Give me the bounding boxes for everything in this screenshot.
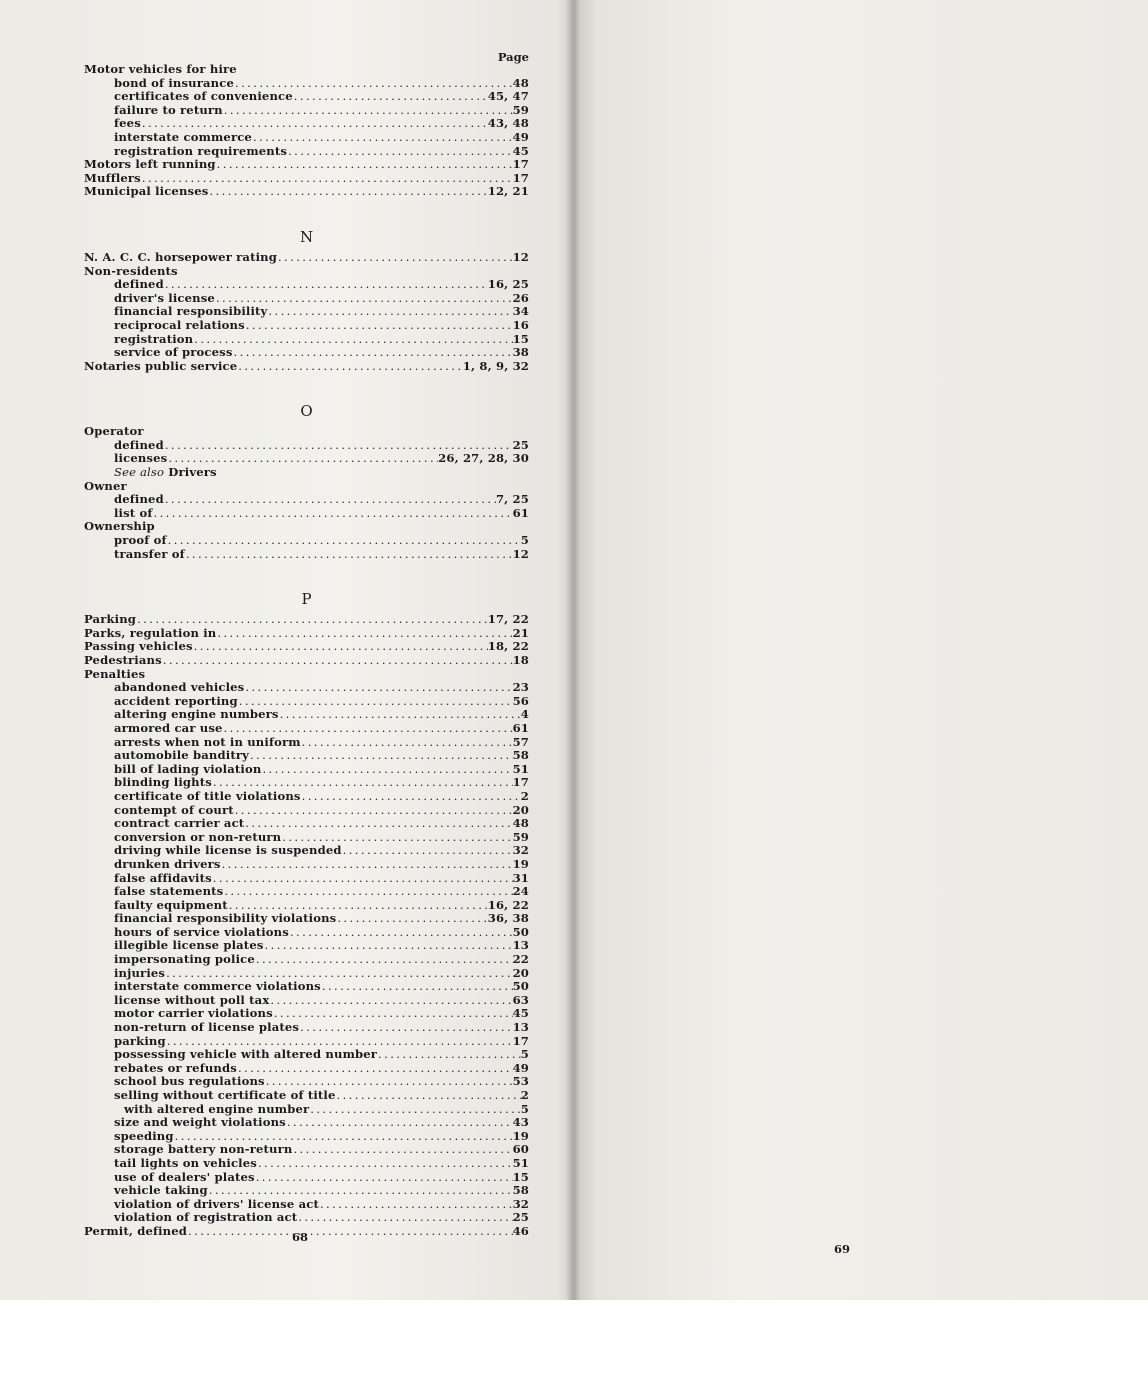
dot-leader xyxy=(377,1048,521,1062)
index-entry xyxy=(84,899,529,913)
dot-leader xyxy=(187,1225,513,1239)
index-entry-pages: 48 xyxy=(512,816,529,831)
index-entry xyxy=(84,1157,529,1171)
index-entry-label: rebates or refunds xyxy=(114,1060,237,1075)
index-entry-pages: 5 xyxy=(520,1047,529,1062)
dot-leader xyxy=(141,172,513,186)
index-entry-pages: 20 xyxy=(512,965,529,980)
index-entry-pages: 63 xyxy=(512,992,529,1007)
dot-leader xyxy=(252,131,513,145)
index-entry xyxy=(84,763,529,777)
dot-leader xyxy=(293,90,488,104)
index-entry-pages: 13 xyxy=(512,938,529,953)
index-entry-pages: 23 xyxy=(512,680,529,695)
index-entry xyxy=(84,1048,529,1062)
index-entry-pages: 26, 27, 28, 30 xyxy=(438,451,529,466)
index-entry xyxy=(84,736,529,750)
index-entry xyxy=(84,953,529,967)
index-entry-label: non-return of license plates xyxy=(114,1020,300,1035)
index-entry-pages: 15 xyxy=(512,1169,529,1184)
index-entry-label: defined xyxy=(114,492,164,507)
index-entry xyxy=(84,185,529,199)
index-entry-pages: 58 xyxy=(512,1183,529,1198)
index-entry-pages: 12 xyxy=(512,546,529,561)
index-entry-label: list of xyxy=(114,505,153,520)
index-entry-pages: 50 xyxy=(512,979,529,994)
index-entry-pages: 7, 25 xyxy=(495,492,529,507)
index-entry xyxy=(84,1211,529,1225)
index-entry xyxy=(84,1184,529,1198)
index-entry xyxy=(84,627,529,641)
index-entry-pages: 51 xyxy=(512,761,529,776)
index-entry xyxy=(84,668,529,682)
dot-leader xyxy=(265,1075,513,1089)
dot-leader xyxy=(212,776,513,790)
index-entry-label: Municipal licenses xyxy=(84,184,209,199)
dot-leader xyxy=(164,493,496,507)
index-entry-pages: 21 xyxy=(512,625,529,640)
dot-leader xyxy=(273,1007,513,1021)
index-entry-pages: 2 xyxy=(520,788,529,803)
index-entry-label: Pedestrians xyxy=(84,653,162,667)
left-page xyxy=(0,0,574,1300)
dot-leader xyxy=(277,251,513,265)
index-entry-label: transfer of xyxy=(114,546,185,561)
index-entry-label: financial responsibility xyxy=(114,304,268,319)
index-entry-pages: 17 xyxy=(512,1033,529,1048)
index-entry-label: Passing vehicles xyxy=(84,639,193,654)
dot-leader xyxy=(269,994,512,1008)
dot-leader xyxy=(162,654,513,668)
index-entry xyxy=(84,1062,529,1076)
index-entry-label: fees xyxy=(114,116,141,131)
dot-leader xyxy=(267,305,512,319)
dot-leader xyxy=(174,1130,513,1144)
index-entry-label: license without poll tax xyxy=(114,992,270,1007)
index-entry-pages: 17 xyxy=(512,170,529,185)
index-entry-pages: 45, 47 xyxy=(487,89,529,104)
index-entry-pages: 57 xyxy=(512,734,529,749)
index-entry-pages: 4 xyxy=(520,707,529,722)
index-entry-pages: 49 xyxy=(512,129,529,144)
index-entry-label: contempt of court xyxy=(114,802,234,817)
index-entry-label: licenses xyxy=(114,451,168,466)
index-entry xyxy=(84,1171,529,1185)
index-entry-label: service of process xyxy=(114,345,233,360)
index-entry xyxy=(84,640,529,654)
index-entry xyxy=(84,1021,529,1035)
index-entry-label: size and weight violations xyxy=(114,1115,286,1130)
index-entry-pages: 13 xyxy=(512,1020,529,1035)
index-entry xyxy=(84,681,529,695)
index-entry xyxy=(84,804,529,818)
dot-leader xyxy=(223,885,512,899)
index-entry-label: school bus regulations xyxy=(114,1074,265,1089)
index-entry-pages: 12 xyxy=(512,249,529,264)
index-entry-pages: 19 xyxy=(512,1128,529,1143)
index-entry-label: defined xyxy=(114,277,164,292)
index-entry xyxy=(84,912,529,926)
index-entry-pages: 34 xyxy=(512,304,529,319)
index-entry-pages: 38 xyxy=(512,345,529,360)
dot-leader xyxy=(257,1157,513,1171)
index-entry-pages: 61 xyxy=(512,720,529,735)
left-index-content xyxy=(84,63,529,1239)
index-entry xyxy=(84,654,529,668)
index-entry-label: reciprocal relations xyxy=(114,317,245,332)
index-entry-pages: 50 xyxy=(512,924,529,939)
dot-leader xyxy=(212,872,513,886)
index-entry xyxy=(84,1089,529,1103)
index-entry-label: armored car use xyxy=(114,720,223,735)
index-entry-label: driving while license is suspended xyxy=(114,843,342,858)
index-entry-label: Penalties xyxy=(84,666,146,681)
index-entry-pages: 43, 48 xyxy=(487,116,529,131)
index-entry xyxy=(84,994,529,1008)
index-entry-label: vehicle taking xyxy=(114,1183,208,1198)
index-entry-label: contract carrier act xyxy=(114,816,245,831)
index-entry-label: registration requirements xyxy=(114,143,288,158)
index-entry xyxy=(84,145,529,159)
index-entry xyxy=(84,90,529,104)
index-entry-label: faulty equipment xyxy=(114,897,228,912)
index-entry xyxy=(84,158,529,172)
index-entry-pages: 59 xyxy=(512,102,529,117)
index-entry xyxy=(84,722,529,736)
index-entry-pages: 19 xyxy=(512,856,529,871)
index-entry xyxy=(84,1035,529,1049)
dot-leader xyxy=(215,292,513,306)
dot-leader xyxy=(289,926,513,940)
index-entry-pages: 17 xyxy=(512,775,529,790)
section-letter-heading: N xyxy=(299,227,314,246)
index-entry-label: Operator xyxy=(84,424,144,439)
dot-leader xyxy=(228,899,488,913)
see-also-label: See also xyxy=(114,465,165,480)
dot-leader xyxy=(319,1198,513,1212)
dot-leader xyxy=(136,613,488,627)
index-entry-pages: 25 xyxy=(512,1210,529,1225)
index-entry xyxy=(84,885,529,899)
index-entry-pages: 2 xyxy=(520,1088,529,1102)
dot-leader xyxy=(167,452,438,466)
dot-leader xyxy=(164,439,513,453)
index-entry-label: registration xyxy=(114,331,194,346)
dot-leader xyxy=(237,360,463,374)
dot-leader xyxy=(141,117,488,131)
index-entry-label: false statements xyxy=(114,884,224,899)
index-entry xyxy=(84,967,529,981)
index-entry-label: arrests when not in uniform xyxy=(114,734,301,749)
index-entry-label: failure to return xyxy=(114,102,223,117)
dot-leader xyxy=(286,1116,513,1130)
page-number: 68 xyxy=(292,1230,309,1244)
index-entry xyxy=(84,1007,529,1021)
index-entry-pages: 36, 38 xyxy=(487,911,529,926)
index-entry xyxy=(84,1198,529,1212)
dot-leader xyxy=(261,763,512,777)
dot-leader xyxy=(238,695,513,709)
index-entry-pages: 59 xyxy=(512,829,529,844)
index-entry-label: driver's license xyxy=(114,290,215,305)
index-entry-label: bill of lading violation xyxy=(114,761,262,776)
index-entry-label: conversion or non-return xyxy=(114,829,282,844)
index-entry-label: proof of xyxy=(114,533,167,548)
dot-leader xyxy=(281,831,512,845)
index-entry-label: Parks, regulation in xyxy=(84,625,217,640)
index-entry xyxy=(84,333,529,347)
index-entry xyxy=(84,1143,529,1157)
index-entry xyxy=(84,1130,529,1144)
dot-leader xyxy=(234,77,513,91)
index-entry xyxy=(84,466,529,480)
section-letter-heading: P xyxy=(301,590,312,609)
index-entry-pages: 12, 21 xyxy=(487,184,529,199)
index-entry-pages: 45 xyxy=(512,1006,529,1021)
index-entry-label: Owner xyxy=(84,478,127,493)
dot-leader xyxy=(279,708,521,722)
dot-leader xyxy=(309,1103,521,1117)
index-entry xyxy=(84,425,529,439)
index-entry-label: illegible license plates xyxy=(114,938,264,953)
dot-leader xyxy=(167,534,521,548)
dot-leader xyxy=(301,790,521,804)
see-also-reference: Drivers xyxy=(168,465,217,480)
book-gutter xyxy=(566,0,580,1300)
index-entry-pages: 58 xyxy=(512,748,529,763)
index-entry-label: hours of service violations xyxy=(114,924,289,939)
index-entry xyxy=(84,749,529,763)
index-entry xyxy=(84,695,529,709)
left-index-column xyxy=(84,52,529,1239)
dot-leader xyxy=(321,980,513,994)
index-entry xyxy=(84,251,529,265)
index-entry xyxy=(84,1116,529,1130)
index-entry-pages: 18, 22 xyxy=(487,639,529,654)
index-entry xyxy=(84,439,529,453)
index-entry-label: Mufflers xyxy=(84,170,141,185)
index-entry xyxy=(84,858,529,872)
index-entry-label: certificate of title violations xyxy=(114,788,301,803)
index-entry xyxy=(84,708,529,722)
index-entry xyxy=(84,980,529,994)
dot-leader xyxy=(164,278,488,292)
index-entry-pages: 17 xyxy=(512,157,529,172)
index-entry-pages: 49 xyxy=(512,1060,529,1075)
index-entry-label xyxy=(114,466,217,480)
index-entry-label: interstate commerce violations xyxy=(114,979,321,994)
dot-leader xyxy=(223,722,513,736)
dot-leader xyxy=(245,319,513,333)
index-entry xyxy=(84,117,529,131)
dot-leader xyxy=(292,1143,512,1157)
dot-leader xyxy=(165,967,512,981)
dot-leader xyxy=(216,627,512,641)
index-entry xyxy=(84,548,529,562)
dot-leader xyxy=(237,1062,513,1076)
index-entry xyxy=(84,776,529,790)
dot-leader xyxy=(153,507,513,521)
dot-leader xyxy=(244,817,512,831)
index-entry-pages: 32 xyxy=(512,1196,529,1211)
index-entry xyxy=(84,831,529,845)
dot-leader xyxy=(297,1211,512,1225)
dot-leader xyxy=(255,1171,513,1185)
index-entry-label: Notaries public service xyxy=(84,358,238,373)
index-entry-label: financial responsibility violations xyxy=(114,911,337,926)
dot-leader xyxy=(223,104,513,118)
index-entry-label: abandoned vehicles xyxy=(114,680,245,695)
index-entry-label: selling without certificate of title xyxy=(114,1088,336,1102)
dot-leader xyxy=(336,912,487,926)
index-entry-pages: 60 xyxy=(512,1142,529,1157)
index-entry-pages: 48 xyxy=(512,75,529,90)
index-entry xyxy=(84,360,529,374)
dot-leader xyxy=(342,844,513,858)
index-entry-label: storage battery non-return xyxy=(114,1142,293,1157)
index-entry xyxy=(84,534,529,548)
index-entry xyxy=(84,480,529,494)
index-entry-label: violation of drivers' license act xyxy=(114,1196,319,1211)
dot-leader xyxy=(249,749,513,763)
index-entry-pages: 5 xyxy=(520,1101,529,1116)
index-entry-label: automobile banditry xyxy=(114,748,249,763)
index-entry-label: interstate commerce xyxy=(114,129,252,144)
dot-leader xyxy=(287,145,512,159)
index-entry xyxy=(84,77,529,91)
index-entry-pages: 24 xyxy=(512,884,529,899)
index-entry-pages: 43 xyxy=(512,1115,529,1130)
dot-leader xyxy=(193,640,488,654)
index-entry-label: accident reporting xyxy=(114,693,238,708)
index-entry xyxy=(84,278,529,292)
index-entry-label: motor carrier violations xyxy=(114,1006,273,1021)
index-entry-label: parking xyxy=(114,1033,166,1048)
dot-leader xyxy=(234,804,513,818)
dot-leader xyxy=(208,1184,513,1198)
dot-leader xyxy=(193,333,512,347)
dot-leader xyxy=(233,346,513,360)
index-entry-label: false affidavits xyxy=(114,870,212,885)
index-entry-pages: 16 xyxy=(512,317,529,332)
index-entry-label: injuries xyxy=(114,965,166,980)
index-entry xyxy=(84,1075,529,1089)
index-entry xyxy=(84,817,529,831)
index-entry-pages: 51 xyxy=(512,1155,529,1170)
index-entry-pages: 22 xyxy=(512,952,529,967)
index-entry-label: possessing vehicle with altered number xyxy=(114,1047,378,1062)
index-entry-label: Motors left running xyxy=(84,157,216,172)
index-entry xyxy=(84,790,529,804)
page-number: 69 xyxy=(834,1242,851,1256)
index-entry-pages: 46 xyxy=(512,1223,529,1238)
dot-leader xyxy=(299,1021,512,1035)
index-entry-pages: 15 xyxy=(512,331,529,346)
dot-leader xyxy=(185,548,513,562)
index-entry xyxy=(84,844,529,858)
index-entry xyxy=(84,346,529,360)
index-entry xyxy=(84,452,529,466)
index-entry xyxy=(84,319,529,333)
index-entry-label: N. A. C. C. horsepower rating xyxy=(84,249,277,264)
index-entry-pages: 32 xyxy=(512,843,529,858)
index-entry xyxy=(84,265,529,279)
index-entry xyxy=(84,939,529,953)
dot-leader xyxy=(336,1089,521,1103)
index-entry-label: Permit, defined xyxy=(84,1223,188,1238)
index-entry-label: certificates of convenience xyxy=(114,89,293,104)
index-entry-pages: 16, 25 xyxy=(487,277,529,292)
index-entry-label: tail lights on vehicles xyxy=(114,1155,257,1170)
index-entry-label: Motor vehicles for hire xyxy=(84,62,237,76)
index-entry xyxy=(84,172,529,186)
index-entry-pages: 16, 22 xyxy=(487,897,529,912)
index-entry-pages: 20 xyxy=(512,802,529,817)
index-entry xyxy=(84,131,529,145)
dot-leader xyxy=(244,681,512,695)
index-entry xyxy=(84,1103,529,1117)
page-column-header: Page xyxy=(497,50,529,64)
index-entry-label: violation of registration act xyxy=(114,1210,298,1225)
index-entry xyxy=(84,872,529,886)
index-entry-pages: 25 xyxy=(512,437,529,452)
index-entry xyxy=(84,926,529,940)
dot-leader xyxy=(301,736,513,750)
index-entry-pages: 18 xyxy=(512,653,529,667)
dot-leader xyxy=(255,953,513,967)
index-entry-label: impersonating police xyxy=(114,952,255,967)
index-entry-label: defined xyxy=(114,437,164,452)
index-entry-pages: 61 xyxy=(512,505,529,520)
index-entry-pages: 26 xyxy=(512,290,529,305)
index-entry-label: Parking xyxy=(84,612,137,627)
index-entry-pages: 17, 22 xyxy=(487,612,529,627)
index-entry xyxy=(84,63,529,77)
section-letter-heading: O xyxy=(300,402,313,421)
index-entry xyxy=(84,493,529,507)
index-entry-label: Non-residents xyxy=(84,263,178,278)
index-entry-label: with altered engine number xyxy=(124,1101,310,1116)
index-entry xyxy=(84,613,529,627)
index-entry xyxy=(84,292,529,306)
dot-leader xyxy=(216,158,513,172)
index-entry-label: altering engine numbers xyxy=(114,707,279,722)
index-entry-label: drunken drivers xyxy=(114,856,221,871)
index-entry xyxy=(84,305,529,319)
index-entry-label: bond of insurance xyxy=(114,75,234,90)
index-entry xyxy=(84,104,529,118)
index-entry xyxy=(84,507,529,521)
dot-leader xyxy=(221,858,513,872)
dot-leader xyxy=(264,939,513,953)
index-entry-label: speeding xyxy=(114,1128,174,1143)
dot-leader xyxy=(208,185,487,199)
index-entry-label: Ownership xyxy=(84,519,155,534)
dot-leader xyxy=(166,1035,513,1049)
index-entry-label: use of dealers' plates xyxy=(114,1169,255,1184)
right-page xyxy=(574,0,1148,1300)
index-entry xyxy=(84,520,529,534)
index-entry-pages: 1, 8, 9, 32 xyxy=(462,358,529,373)
index-entry-pages: 53 xyxy=(512,1074,529,1089)
index-entry-pages: 56 xyxy=(512,693,529,708)
index-entry-label: blinding lights xyxy=(114,775,212,790)
index-entry-pages: 31 xyxy=(512,870,529,885)
index-entry-pages: 5 xyxy=(520,533,529,548)
index-entry-pages: 45 xyxy=(512,143,529,158)
